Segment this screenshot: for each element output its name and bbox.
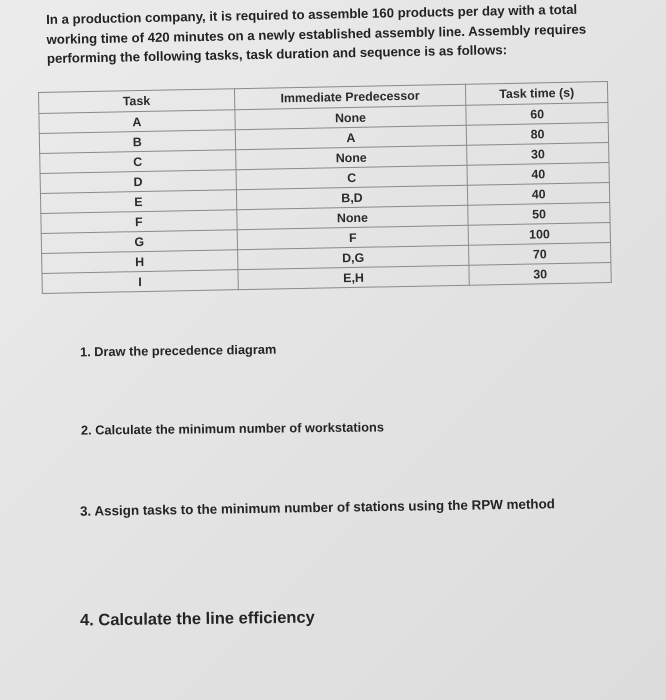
question-3: 3. Assign tasks to the minimum number of stations using the RPW method xyxy=(79,496,556,519)
header-task: Task xyxy=(39,89,235,114)
task-cell: E xyxy=(40,190,236,214)
task-time-cell: 40 xyxy=(468,183,610,206)
predecessor-cell: E,H xyxy=(238,265,470,289)
predecessor-cell: None xyxy=(235,145,467,169)
task-time-cell: 100 xyxy=(468,223,610,246)
task-time-cell: 30 xyxy=(469,263,611,286)
task-cell: A xyxy=(39,110,235,134)
predecessor-cell: D,G xyxy=(237,245,469,269)
task-time-cell: 40 xyxy=(467,163,609,186)
task-cell: D xyxy=(40,170,236,194)
predecessor-cell: F xyxy=(237,225,469,249)
predecessor-cell: None xyxy=(236,205,468,229)
problem-statement: In a production company, it is required to assemble 160 products per day with a total working time of 420 minutes on a newly established assembly line. Assembly requires performing the following tasks, task duration and sequence is as follows: xyxy=(46,1,587,66)
predecessor-cell: B,D xyxy=(236,185,468,209)
task-cell: C xyxy=(40,150,236,174)
header-predecessor: Immediate Predecessor xyxy=(234,84,466,109)
task-time-cell: 60 xyxy=(466,103,608,126)
predecessor-cell: A xyxy=(235,125,467,149)
task-cell: B xyxy=(39,130,235,154)
task-time-cell: 70 xyxy=(469,243,611,266)
predecessor-cell: C xyxy=(236,165,468,189)
question-4: 4. Calculate the line efficiency xyxy=(79,608,315,630)
predecessor-cell: None xyxy=(234,105,466,129)
task-cell: H xyxy=(42,250,238,274)
task-cell: F xyxy=(41,210,237,234)
task-time-cell: 30 xyxy=(467,143,609,166)
task-table xyxy=(38,81,612,294)
task-time-cell: 50 xyxy=(468,203,610,226)
header-task-time: Task time (s) xyxy=(466,82,608,106)
question-1: 1. Draw the precedence diagram xyxy=(79,341,277,360)
question-2: 2. Calculate the minimum number of workstations xyxy=(80,419,384,438)
task-cell: G xyxy=(41,230,237,254)
task-cell: I xyxy=(42,270,238,294)
task-time-cell: 80 xyxy=(466,123,608,146)
